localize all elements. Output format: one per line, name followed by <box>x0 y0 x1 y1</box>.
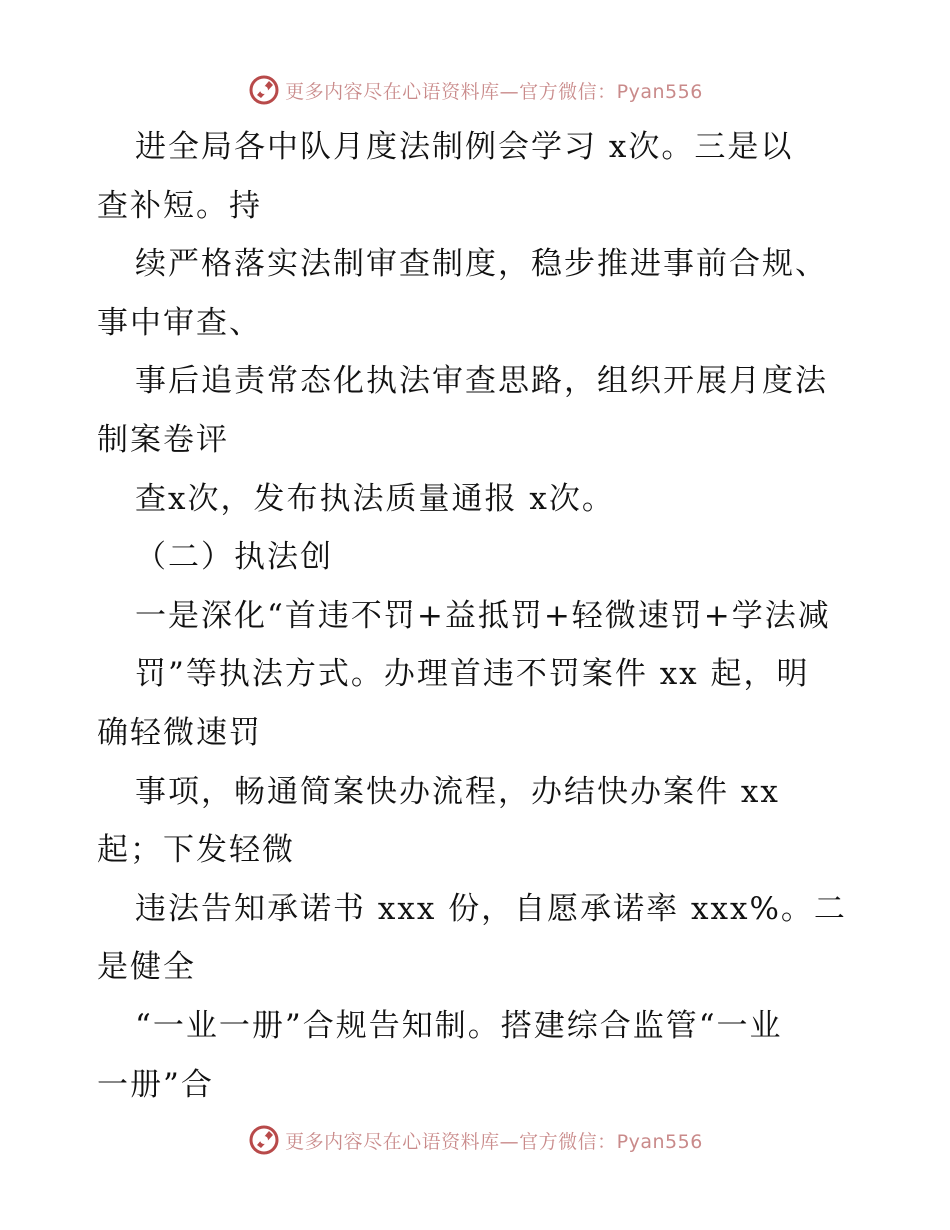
text-line: （二）执法创 <box>135 539 333 575</box>
text-line: 是健全 <box>97 949 196 985</box>
text-line: 查x次，发布执法质量通报 x次。 <box>135 481 615 517</box>
text-line: 确轻微速罚 <box>97 715 262 751</box>
text-line: 查补短。持 <box>97 188 262 224</box>
text-line: 制案卷评 <box>97 422 229 458</box>
footer-watermark <box>0 1120 950 1160</box>
text-line: “一业一册”合规告知制。搭建综合监管“一业 <box>135 1008 783 1044</box>
watermark-text <box>285 1127 703 1154</box>
watermark-main: 更多内容尽在心语资料库 <box>285 1130 500 1153</box>
watermark-dash: — <box>499 1130 520 1153</box>
text-line: 违法告知承诺书 xxx 份，自愿承诺率 xxx%。二 <box>135 891 847 927</box>
text-line: 续严格落实法制审查制度，稳步推进事前合规、 <box>135 246 828 282</box>
watermark-dash: — <box>499 80 520 103</box>
text-line: 事项，畅通简案快办流程，办结快办案件 xx <box>135 774 780 810</box>
text-line: 进全局各中队月度法制例会学习 x次。三是以 <box>135 129 794 165</box>
text-line: 事后追责常态化执法审查思路，组织开展月度法 <box>135 363 828 399</box>
text-line: 一册”合 <box>97 1067 214 1103</box>
text-line: 罚”等执法方式。办理首违不罚案件 xx 起，明 <box>135 656 810 692</box>
watermark-wechat: 官方微信：Pyan556 <box>519 80 703 103</box>
text-line: 一是深化“首违不罚+益抵罚+轻微速罚+学法减 <box>135 598 831 634</box>
watermark-main: 更多内容尽在心语资料库 <box>285 80 500 103</box>
text-line: 起；下发轻微 <box>97 832 295 868</box>
logo-icon <box>247 1123 281 1157</box>
text-line: 事中审查、 <box>97 305 262 341</box>
watermark-wechat: 官方微信：Pyan556 <box>519 1130 703 1153</box>
